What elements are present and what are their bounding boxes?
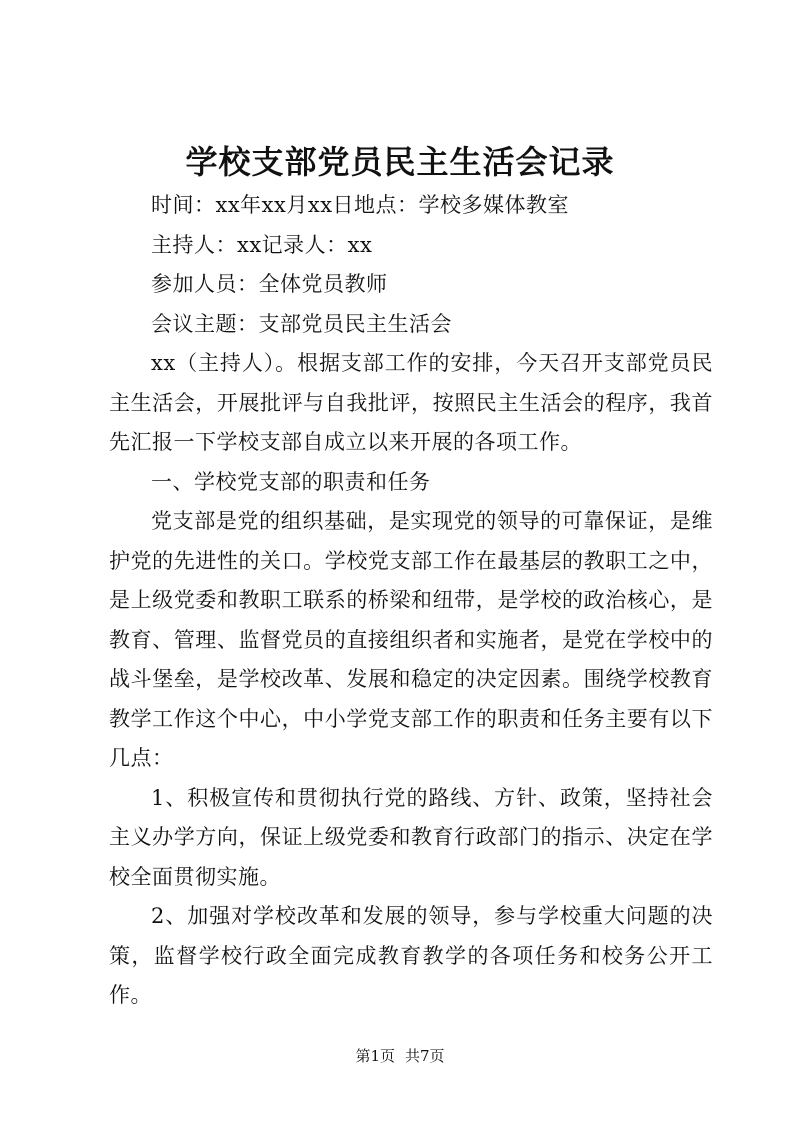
meeting-host-recorder: 主持人：xx记录人：xx (151, 232, 373, 257)
section-heading-duties: 一、学校党支部的职责和任务 (151, 469, 431, 494)
meeting-participants: 参加人员：全体党员教师 (151, 272, 388, 296)
host-opening-paragraph: xx（主持人）。根据支部工作的安排，今天召开支部党员民主生活会，开展批评与自我批评，按照民主生活会的程序，我首先汇报一下学校支部自成立以来开展的各项工作。 (109, 351, 713, 454)
duties-intro-paragraph: 党支部是党的组织基础，是实现党的领导的可靠保证，是维护党的先进性的关口。学校党支部工作在最基层的教职工之中，是上级党委和教职工联系的桥梁和纽带，是学校的政治核心，是教育、管理、监督党员的直接组织者和实施者，是党在学校中的战斗堡垒，是学校改革、发展和稳定的决定因素。围绕学校教育教学工作这个中心，中小学党支部工作的职责和任务主要有以下几点： (109, 509, 713, 770)
meeting-time-location: 时间：xx年xx月xx日地点：学校多媒体教室 (151, 193, 570, 217)
page-number: 第1页 (355, 1047, 395, 1065)
document-body (109, 186, 713, 1016)
duty-item-1: 1、积极宣传和贯彻执行党的路线、方针、政策，坚持社会主义办学方向，保证上级党委和教育行政部门的指示、决定在学校全面贯彻实施。 (109, 785, 713, 889)
page-total: 共7页 (405, 1047, 445, 1065)
page-footer (0, 1045, 800, 1067)
meeting-topic: 会议主题：支部党员民主生活会 (151, 311, 452, 336)
duty-item-2: 2、加强对学校改革和发展的领导，参与学校重大问题的决策，监督学校行政全面完成教育教学的各项任务和校务公开工作。 (109, 904, 713, 1007)
document-title: 学校支部党员民主生活会记录 (185, 143, 615, 181)
